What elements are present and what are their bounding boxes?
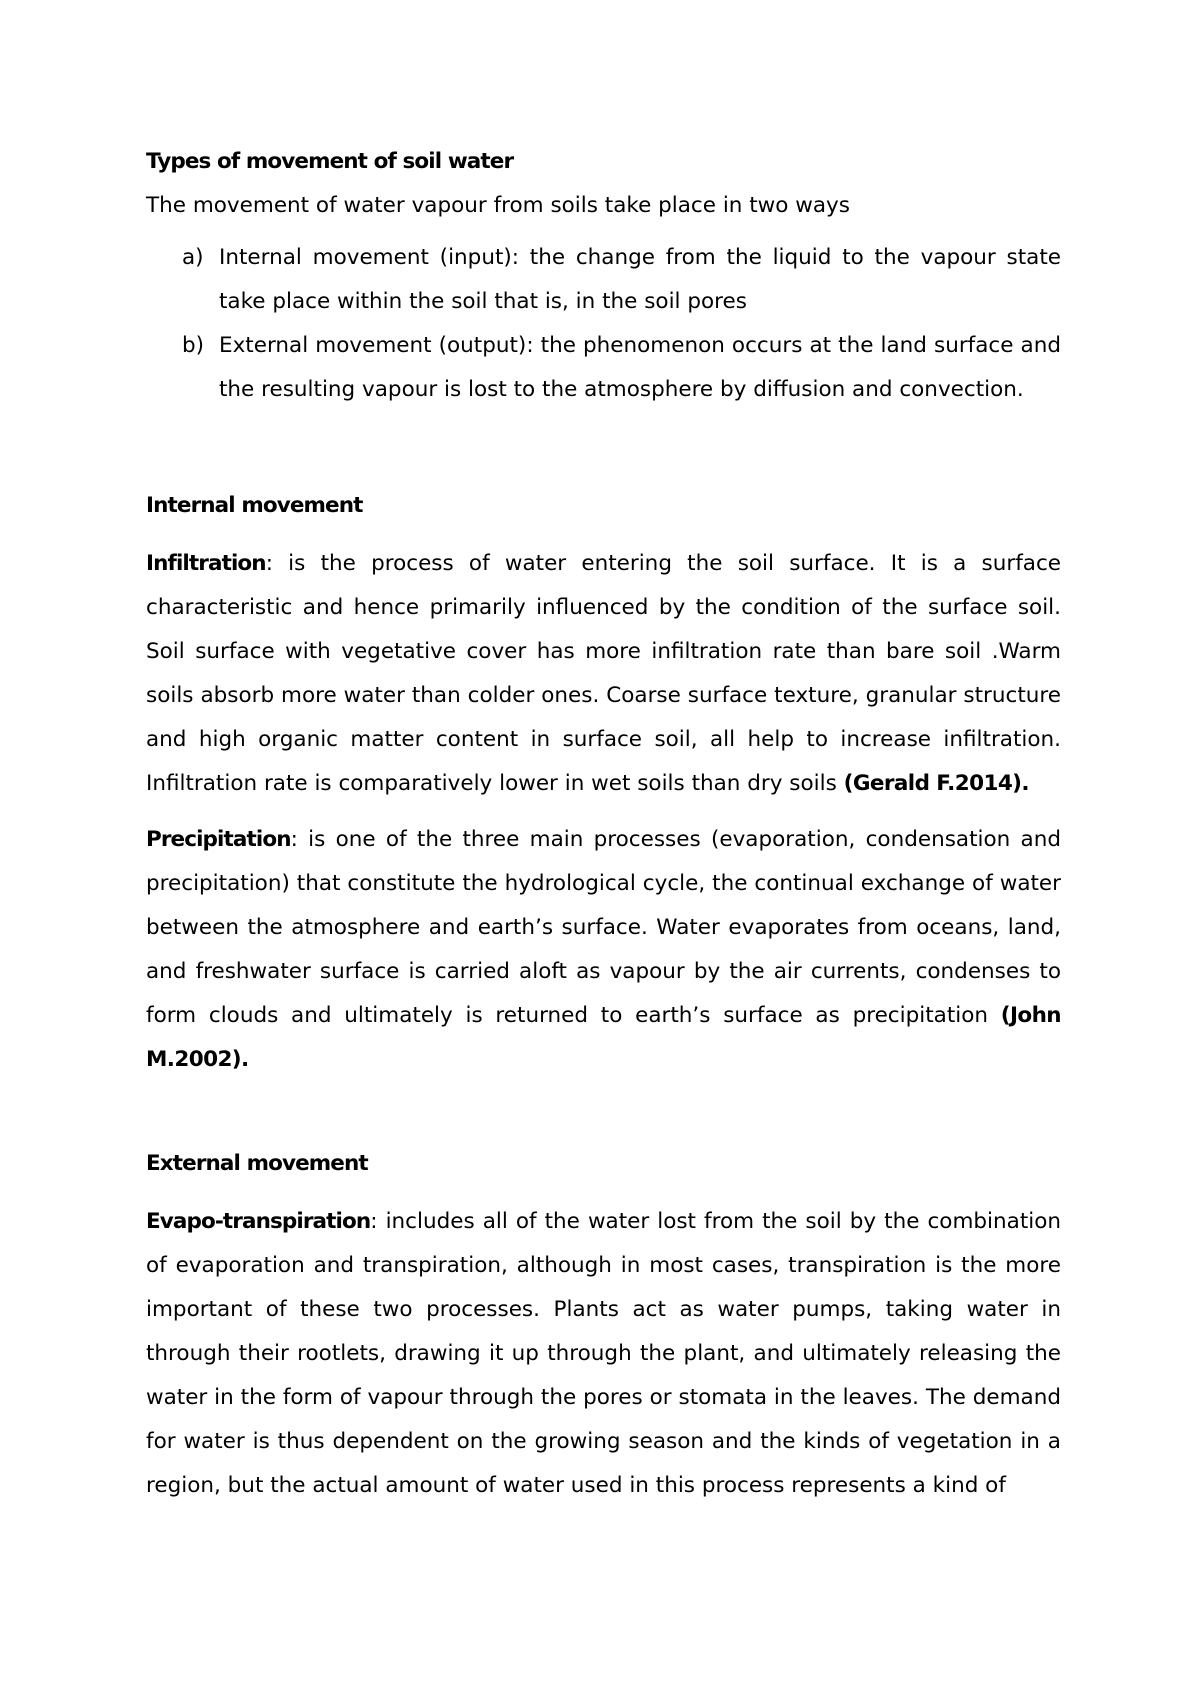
evapotranspiration-body: : includes all of the water lost from the soil by the combination of evaporation and transpiration, although in most cases, transpiration is the more important of these two processes. Plants act as water pumps, taking water in through their rootlets, drawing it up through the plant, and ultimately releasing the water in the form of vapour through the pores or stomata in the leaves. The demand for water is thus dependent on the growing season and the kinds of vegetation in a region, but the actual amount of water used in this process represents a kind of <box>146 1209 1061 1498</box>
paragraph-infiltration <box>146 542 1061 806</box>
paragraph-precipitation <box>146 818 1061 1082</box>
term-infiltration: Infiltration <box>146 551 266 576</box>
precipitation-body: : is one of the three main processes (evaporation, condensation and precipitation) that constitute the hydrological cycle, the continual exchange of water between the atmosphere and earth’s surface. Water evaporates from oceans, land, and freshwater surface is carried aloft as vapour by the air currents, condenses to form clouds and ultimately is returned to earth’s surface as precipitation <box>146 827 1061 1028</box>
paragraph-evapotranspiration <box>146 1200 1061 1508</box>
section-heading-internal-movement: Internal movement <box>146 493 363 518</box>
section-heading-external-movement: External movement <box>146 1151 368 1176</box>
list-item-internal <box>146 236 1061 324</box>
list-marker: a) <box>182 245 204 270</box>
intro-paragraph: The movement of water vapour from soils take place in two ways <box>146 193 850 218</box>
citation-john: (John M.2002). <box>146 1003 1061 1072</box>
citation-gerald: (Gerald F.2014). <box>843 771 1029 796</box>
list-item-text: External movement (output): the phenomenon occurs at the land surface and the resulting vapour is lost to the atmosphere by diffusion and convection. <box>219 333 1061 402</box>
list-item-external <box>146 324 1061 412</box>
infiltration-body: : is the process of water entering the soil surface. It is a surface characteristic and hence primarily influenced by the condition of the surface soil. Soil surface with vegetative cover has more infiltration rate than bare soil .Warm soils absorb more water than colder ones. Coarse surface texture, granular structure and high organic matter content in surface soil, all help to increase infiltration. Infiltration rate is comparatively lower in wet soils than dry soils <box>146 551 1061 796</box>
list-marker: b) <box>182 333 205 358</box>
document-page <box>146 140 1061 1508</box>
term-precipitation: Precipitation <box>146 827 291 852</box>
list-item-text: Internal movement (input): the change from the liquid to the vapour state take place within the soil that is, in the soil pores <box>219 245 1061 314</box>
term-evapotranspiration: Evapo-transpiration <box>146 1209 371 1234</box>
section-heading-types-of-movement: Types of movement of soil water <box>146 149 514 174</box>
movement-types-list <box>146 236 1061 412</box>
